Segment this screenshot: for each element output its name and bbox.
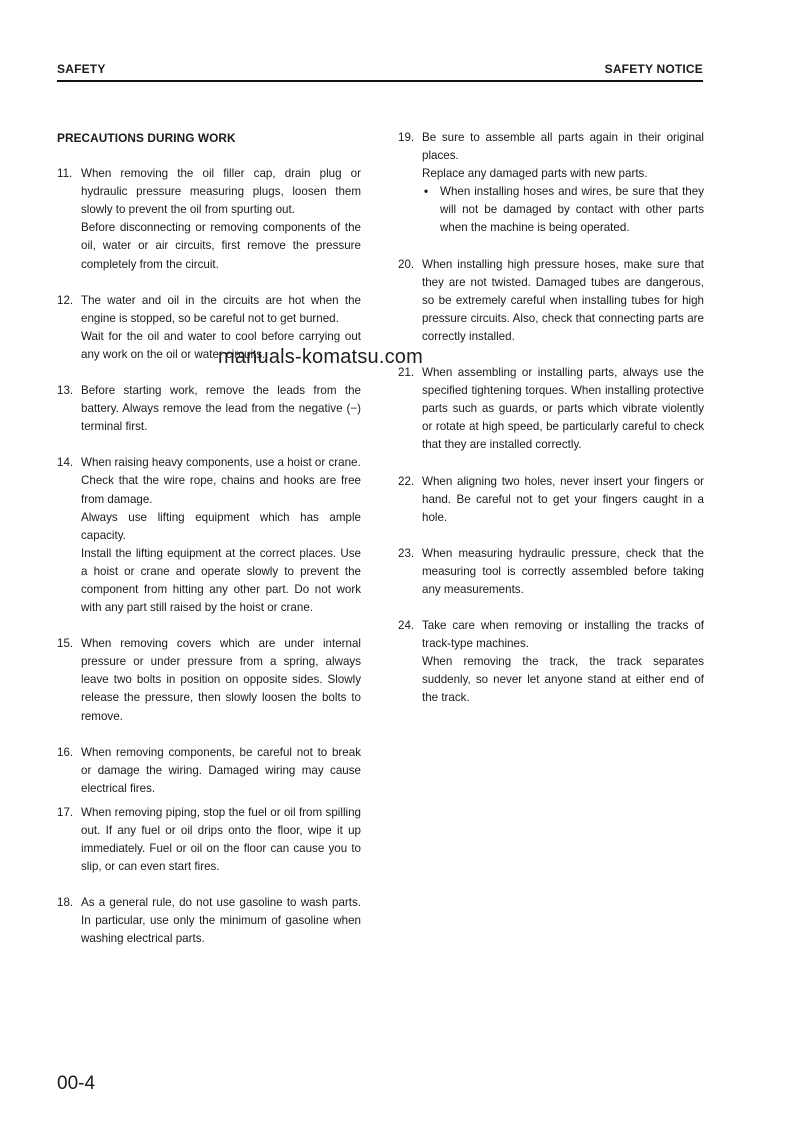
item-number: 21.	[398, 366, 415, 380]
page-number: 00-4	[57, 1073, 96, 1094]
item-number: 16.	[57, 745, 74, 759]
item-text: When removing the track, the track separates suddenly, so never let anyone stand at either end of the track.	[422, 655, 704, 705]
left-column	[57, 129, 361, 955]
item-number: 18.	[57, 896, 74, 910]
item-text: Take care when removing or installing the tracks of track-type machines.	[422, 619, 704, 651]
list-item	[398, 545, 704, 599]
list-item	[57, 744, 361, 798]
item-text: When raising heavy components, use a hoist or crane.	[81, 456, 361, 470]
item-text: When measuring hydraulic pressure, check that the measuring tool is correctly assembled before taking any measurements.	[422, 546, 704, 596]
list-item	[398, 256, 704, 346]
list-item	[398, 364, 704, 454]
right-column	[398, 129, 704, 714]
list-item	[398, 473, 704, 527]
item-text: As a general rule, do not use gasoline to wash parts. In particular, use only the minimum of gasoline when washing electrical parts.	[81, 896, 361, 946]
item-text: When assembling or installing parts, always use the specified tightening torques. When installing protective parts such as guards, or parts which vibrate violently or rotate at high speed, be particularly careful to check that they are installed correctly.	[422, 366, 704, 452]
header-section-label: SAFETY	[57, 62, 106, 76]
page-header	[57, 62, 703, 80]
item-text: Install the lifting equipment at the correct places. Use a hoist or crane and operate slowly to prevent the component from hitting any other part. Do not work with any part still raised by the hoist or crane.	[81, 546, 361, 615]
list-item	[57, 454, 361, 617]
item-number: 14.	[57, 456, 74, 470]
item-text: When removing components, be careful not to break or damage the wiring. Damaged wiring may cause electrical fires.	[81, 745, 361, 795]
bullet-text: When installing hoses and wires, be sure that they will not be damaged by contact with other parts when the machine is being operated.	[440, 185, 704, 235]
item-text: Always use lifting equipment which has ample capacity.	[81, 510, 361, 542]
item-text: When aligning two holes, never insert your fingers or hand. Be careful not to get your fingers caught in a hole.	[422, 474, 704, 524]
item-number: 19.	[398, 131, 415, 144]
item-text: When removing covers which are under internal pressure or under pressure from a spring, always leave two bolts in position on opposite sides. Slowly release the pressure, then slowly loosen the bolts to remove.	[81, 637, 361, 723]
item-text: Before starting work, remove the leads from the battery. Always remove the lead from the negative (−) terminal first.	[81, 384, 361, 434]
section-title: PRECAUTIONS DURING WORK	[57, 131, 236, 145]
list-item	[57, 165, 361, 274]
item-number: 23.	[398, 546, 415, 560]
list-item	[57, 382, 361, 436]
item-text: Replace any damaged parts with new parts.	[422, 167, 648, 181]
bullet-icon: •	[424, 185, 429, 199]
item-number: 24.	[398, 619, 415, 633]
list-item	[398, 129, 704, 238]
header-title: SAFETY NOTICE	[604, 62, 703, 76]
item-number: 12.	[57, 293, 74, 307]
watermark: manuals-komatsu.com	[218, 346, 423, 368]
item-text: When removing piping, stop the fuel or oil from spilling out. If any fuel or oil drips onto the floor, wipe it up immediately. Fuel or oil on the floor can cause you to slip, or can even start fires.	[81, 805, 361, 874]
item-text: Wait for the oil and water to cool before carrying out any work on the oil or water circuits.	[81, 329, 361, 361]
item-text: Check that the wire rope, chains and hooks are free from damage.	[81, 474, 361, 506]
item-number: 11.	[57, 167, 73, 181]
item-text: The water and oil in the circuits are hot when the engine is stopped, so be careful not to get burned.	[81, 293, 361, 325]
item-number: 22.	[398, 474, 415, 488]
item-number: 13.	[57, 384, 74, 398]
list-item	[398, 617, 704, 707]
item-number: 15.	[57, 637, 74, 651]
item-text: Be sure to assemble all parts again in their original places.	[422, 131, 704, 163]
item-text: Before disconnecting or removing components of the oil, water or air circuits, first remove the pressure completely from the circuit.	[81, 221, 361, 271]
item-number: 17.	[57, 805, 74, 819]
header-rule	[57, 80, 703, 82]
list-item	[57, 894, 361, 948]
item-number: 20.	[398, 257, 415, 271]
bullet-item	[424, 183, 704, 237]
list-item	[57, 635, 361, 725]
item-text: When removing the oil filler cap, drain plug or hydraulic pressure measuring plugs, loosen them slowly to prevent the oil from spurting out.	[81, 167, 361, 217]
item-text: When installing high pressure hoses, make sure that they are not twisted. Damaged tubes are dangerous, so be extremely careful when installing tubes for high pressure circuits. Also, check that connecting parts are correctly installed.	[422, 257, 704, 343]
list-item	[57, 804, 361, 876]
